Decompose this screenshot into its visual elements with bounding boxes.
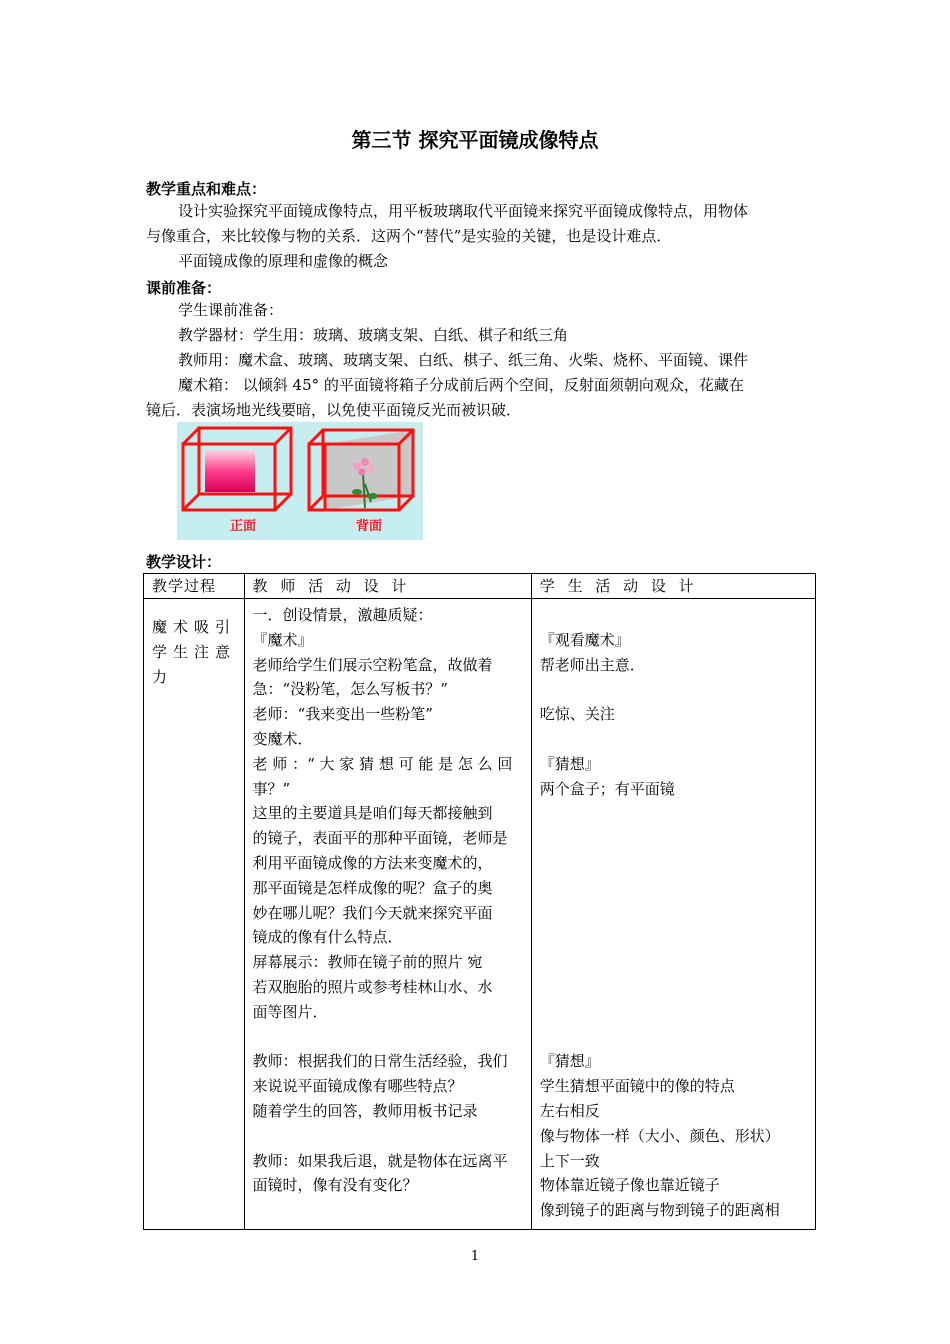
- teacher-line: [253, 1025, 525, 1050]
- student-line: [540, 876, 809, 901]
- teacher-line: 教师：根据我们的日常生活经验，我们: [252, 1052, 508, 1071]
- student-line: 两个盒子；有平面镜: [539, 779, 675, 798]
- prep-line-4: 魔术箱： 以倾斜 45° 的平面镜将箱子分成前后两个空间，反射面须朝向观众，花藏在: [178, 376, 744, 394]
- header-process: 教学过程: [144, 574, 245, 599]
- teacher-line: 若双胞胎的照片或参考桂林山水、水: [252, 977, 493, 996]
- key-points-line-1: 设计实验探究平面镜成像特点，用平板玻璃取代平面镜来探究平面镜成像特点，用物体: [178, 202, 749, 220]
- teacher-line: 老师给学生们展示空粉笔盒，故做着: [252, 655, 493, 674]
- student-line: 『观看魔术』: [539, 630, 630, 649]
- student-line: 『猜想』: [539, 754, 600, 773]
- student-line: 帮老师出主意．: [539, 655, 645, 674]
- student-line: 物体靠近镜子像也靠近镜子: [539, 1176, 720, 1195]
- teacher-line: 变魔术．: [252, 729, 313, 748]
- student-line: [540, 901, 809, 926]
- teacher-line: 『魔术』: [252, 630, 313, 649]
- student-line: 上下一致: [539, 1151, 600, 1170]
- teacher-line: 这里的主要道具是咱们每天都接触到: [252, 804, 493, 823]
- prep-line-2: 教学器材：学生用：玻璃、玻璃支架、白纸、棋子和纸三角: [178, 326, 569, 344]
- page-title: 第三节 探究平面镜成像特点: [351, 128, 599, 152]
- header-student: 学 生 活 动 设 计: [531, 574, 815, 599]
- teacher-line: 面镜时，像有没有变化？: [252, 1176, 418, 1195]
- prep-line-1: 学生课前准备：: [178, 301, 284, 319]
- teacher-line: [253, 1124, 525, 1149]
- teacher-line: 随着学生的回答，教师用板书记录: [252, 1101, 478, 1120]
- teacher-line: 事？”: [252, 779, 291, 798]
- student-line: [540, 826, 809, 851]
- student-line: [540, 925, 809, 950]
- teacher-activity-cell: [244, 599, 531, 1230]
- key-points-line-2: 与像重合，来比较像与物的关系．这两个“替代”是实验的关键，也是设计难点．: [146, 227, 672, 245]
- teacher-line: 老师：“我来变出一些粉笔”: [252, 705, 433, 724]
- teacher-line: 一．创设情景，激趣质疑：: [252, 606, 433, 624]
- header-teacher: 教 师 活 动 设 计: [244, 574, 531, 599]
- teacher-line: 镜成的像有什么特点．: [252, 928, 403, 947]
- student-activity-text: [532, 599, 815, 1229]
- lesson-design-table: [143, 573, 816, 1230]
- key-points-heading: 教学重点和难点：: [146, 180, 267, 198]
- process-cell: [144, 599, 245, 1230]
- student-line: [540, 1000, 809, 1025]
- teacher-line: 妙在哪儿呢？我们今天就来探究平面: [252, 903, 493, 922]
- teacher-line: 屏幕展示：教师在镜子前的照片 宛: [252, 953, 483, 972]
- prep-heading: 课前准备：: [146, 279, 222, 297]
- design-heading: 教学设计：: [146, 553, 222, 571]
- process-line: 魔术吸引: [152, 618, 237, 636]
- student-activity-cell: [531, 599, 815, 1230]
- key-points-line-3: 平面镜成像的原理和虚像的概念: [178, 252, 389, 270]
- teacher-activity-text: [245, 599, 531, 1204]
- front-label: 正面: [229, 519, 257, 534]
- teacher-line: 的镜子，表面平的那种平面镜，老师是: [252, 829, 508, 848]
- student-line: [540, 677, 809, 702]
- student-line: 学生猜想平面镜中的像的特点: [539, 1077, 735, 1096]
- magic-box-figure: [177, 422, 423, 540]
- prep-line-5: 镜后．表演场地光线要暗，以免使平面镜反光而被识破．: [146, 401, 522, 419]
- table-header-row: [144, 574, 816, 599]
- back-label: 背面: [355, 519, 383, 534]
- magic-box-illustration: [177, 422, 423, 540]
- student-line: 像与物体一样（大小、颜色、形状）: [539, 1126, 780, 1145]
- student-line: 吃惊、关注: [539, 705, 615, 724]
- student-line: [540, 603, 809, 628]
- teacher-line: 来说说平面镜成像有哪些特点？: [252, 1077, 463, 1096]
- process-line: 力: [152, 667, 174, 686]
- student-line: [540, 727, 809, 752]
- front-box-drawing: [183, 428, 291, 510]
- student-line: 『猜想』: [539, 1052, 600, 1071]
- back-box-drawing: [309, 430, 413, 510]
- student-line: 像到镜子的距离与物到镜子的距离相: [539, 1201, 780, 1220]
- page-number: 1: [470, 1249, 480, 1264]
- teacher-line: 老 师 ：“ 大 家 猜 想 可 能 是 怎 么 回: [252, 754, 513, 773]
- teacher-line: 那平面镜是怎样成像的呢？盒子的奥: [252, 878, 493, 897]
- teacher-line: 教师：如果我后退，就是物体在远离平: [252, 1151, 508, 1170]
- student-line: [540, 801, 809, 826]
- student-line: [540, 1025, 809, 1050]
- student-line: [540, 950, 809, 975]
- student-line: [540, 851, 809, 876]
- teacher-line: 利用平面镜成像的方法来变魔术的，: [252, 853, 493, 872]
- table-row: [144, 599, 816, 1230]
- student-line: [540, 975, 809, 1000]
- process-text: [144, 599, 244, 689]
- prep-line-3: 教师用：魔术盒、玻璃、玻璃支架、白纸、棋子、纸三角、火柴、烧杯、平面镜、课件: [178, 351, 749, 369]
- process-line: 学生注意: [152, 642, 237, 661]
- student-line: 左右相反: [539, 1101, 600, 1120]
- teacher-line: 急：“没粉笔，怎么写板书？”: [252, 680, 448, 699]
- teacher-line: 面等图片．: [252, 1002, 328, 1021]
